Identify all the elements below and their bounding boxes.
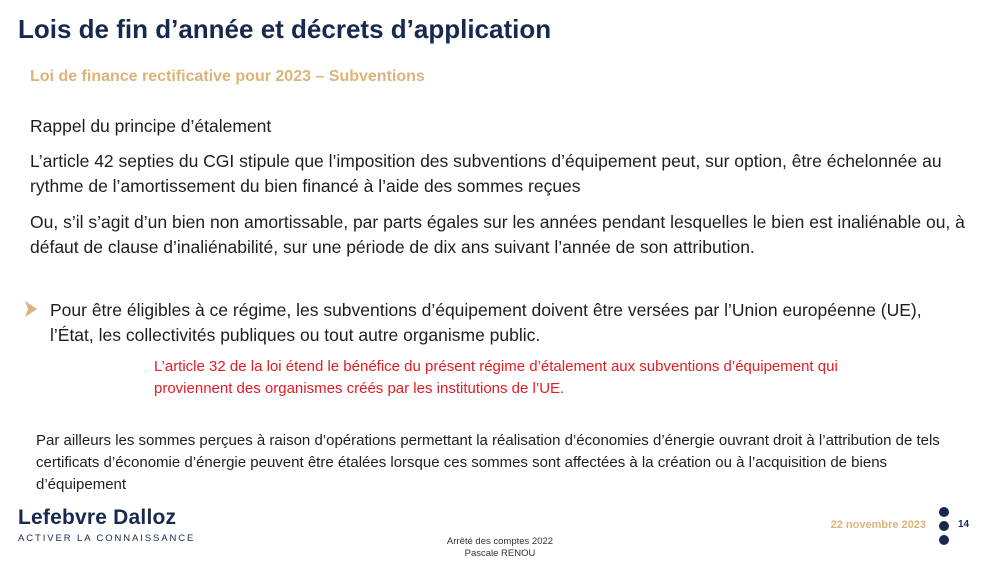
article-32-highlight: L’article 32 de la loi étend le bénéfice du présent régime d’étalement aux subventions d’équipement qui proviennent des organismes créés par les institutions de l’UE. <box>154 358 838 397</box>
energy-savings-paragraph: Par ailleurs les sommes perçues à raison d’opérations permettant la réalisation d’économies d’énergie ouvrant droit à l’attribution de tels certificats d’économie d’énergie peuvent être étalées lorsque ces sommes sont affectées à la création ou à l’acquisition de biens d’équipement <box>36 432 940 493</box>
footer-date: 22 novembre 2023 <box>830 519 926 531</box>
brand-name: Lefebvre Dalloz <box>18 506 177 529</box>
footer-center-line-2: Pascale RENOU <box>464 548 536 559</box>
article-42-paragraph: L’article 42 septies du CGI stipule que l’imposition des subventions d’équipement peut, sur option, être échelonnée au rythme de l’amortissement du bien financé à l’aide des sommes reçues <box>30 151 942 196</box>
arrow-bullet-icon <box>24 300 38 318</box>
brand-logo <box>18 506 195 544</box>
footer-center <box>400 536 600 560</box>
footer-center-line-1: Arrêté des comptes 2022 <box>446 536 554 547</box>
three-dots-icon <box>938 506 950 546</box>
slide-subtitle: Loi de finance rectificative pour 2023 – Subventions <box>30 68 425 85</box>
slide-title: Lois de fin d’année et décrets d’application <box>18 14 552 44</box>
brand-tagline: ACTIVER LA CONNAISSANCE <box>18 533 196 544</box>
eligibility-bullet <box>24 298 964 348</box>
page-number: 14 <box>958 519 970 530</box>
non-amortizable-paragraph: Ou, s’il s’agit d’un bien non amortissable, par parts égales sur les années pendant lesquelles le bien est inaliénable ou, à défaut de clause d’inaliénabilité, sur une période de dix ans suivant l’année de son attribution. <box>30 212 965 257</box>
eligibility-bullet-text: Pour être éligibles à ce régime, les subventions d’équipement doivent être versées par l’Union européenne (UE), l’État, les collectivités publiques ou tout autre organisme public. <box>50 300 922 345</box>
recall-heading: Rappel du principe d’étalement <box>30 116 272 136</box>
